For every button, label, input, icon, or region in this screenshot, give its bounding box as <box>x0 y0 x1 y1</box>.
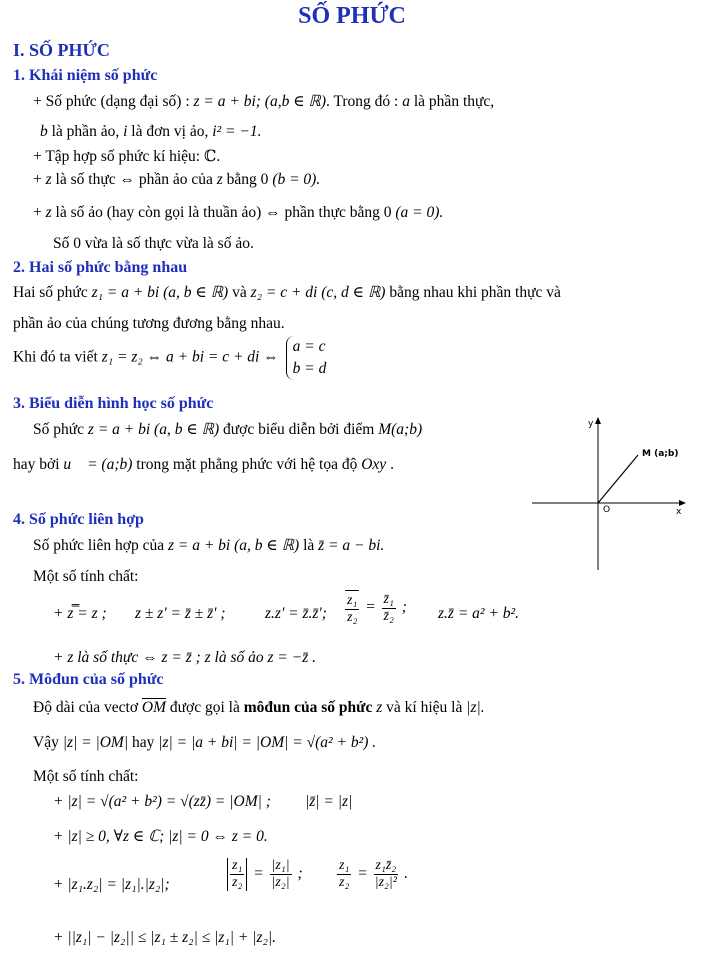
x-axis-arrow <box>679 500 686 506</box>
modulus-line-1: Độ dài của vectơ OM được gọi là môđun của số phức z và kí hiệu là |z|. <box>33 699 485 716</box>
heading-concept: 1. Khái niệm số phức <box>13 67 158 84</box>
modulus-prop-4: + ||z₁| − |z₂|| ≤ |z₁ ± z₂| ≤ |z₁| + |z₂|. <box>53 929 277 946</box>
point-m-label: M (a;b) <box>642 449 679 459</box>
modulus-line-2: Vậy |z| = |OM| hay |z| = |a + bi| = |OM| = √(a² + b²) . <box>33 734 377 751</box>
modulus-prop-3b: $\frac{\text{z₁}}{\text{z₂}}$ = $\frac{\text{|z₁|}}{\text{|z₂|}}$ ; <box>225 858 303 891</box>
concept-line-3: + Tập hợp số phức kí hiệu: ℂ. <box>33 148 221 165</box>
y-label: y <box>588 419 594 429</box>
concept-line-4: + z là số thực ⇔ phần ảo của z bằng 0 (b = 0). <box>33 171 321 188</box>
concept-line-2: b là phần ảo, i là đơn vị ảo, i² = −1. <box>40 123 262 140</box>
concept-line-1: + Số phức (dạng đại số) : z = a + bi; (a,b ∈ ℝ). Trong đó : a là phần thực, <box>33 93 495 110</box>
coordinate-plane-figure <box>530 415 690 575</box>
section-heading-1: I. SỐ PHỨC <box>13 40 110 60</box>
origin-label: O <box>603 505 611 515</box>
modulus-prop-3c: $\frac{\text{z₁}}{\text{z₂}}$ = $\frac{\text{z₁z̄₂}}{\text{|z₂|²}}$ . <box>339 858 408 890</box>
modulus-prop-3: + |z₁.z₂| = |z₁|.|z₂|; <box>53 876 170 893</box>
heading-conjugate: 4. Số phức liên hợp <box>13 511 144 528</box>
equal-line-2: phần ảo của chúng tương đương bằng nhau. <box>13 315 285 332</box>
modulus-line-3: Một số tính chất: <box>33 768 139 785</box>
heading-modulus: 5. Môđun của số phức <box>13 671 164 688</box>
vector-om <box>598 455 638 503</box>
conjugate-line-2: Một số tính chất: <box>33 568 139 585</box>
conjugate-prop-3: z.z' = z̄.z̄'; <box>265 605 327 622</box>
conjugate-prop-1: + z̿ = z ; <box>53 605 107 622</box>
concept-line-5: + z là số ảo (hay còn gọi là thuần ảo) ⇔ phần thực bằng 0 (a = 0). <box>33 204 444 221</box>
geometry-line-1: Số phức z = a + bi (a, b ∈ ℝ) được biểu diễn bởi điểm M(a;b) <box>33 421 423 438</box>
geometry-line-2: hay bởi u⃗ = (a;b) trong mặt phẳng phức với hệ tọa độ Oxy . <box>13 456 394 473</box>
equal-line-3: Khi đó ta viết z₁ = z₂ ⇔ a + bi = c + di ⇔ a = c b = d <box>13 336 326 380</box>
equation-system: a = c b = d <box>286 336 327 380</box>
conjugate-prop-2: z ± z' = z̄ ± z̄' ; <box>135 605 226 622</box>
heading-geometry: 3. Biểu diễn hình học số phức <box>13 395 214 412</box>
x-label: x <box>676 507 682 517</box>
page-title: SỐ PHỨC <box>298 3 406 29</box>
concept-line-6: Số 0 vừa là số thực vừa là số ảo. <box>53 235 254 252</box>
y-axis-arrow <box>595 417 601 424</box>
modulus-prop-2: + |z| ≥ 0, ∀z ∈ ℂ; |z| = 0 ⇔ z = 0. <box>53 828 268 845</box>
modulus-prop-1: + |z| = √(a² + b²) = √(zz̄) = |OM| ; <box>53 793 271 810</box>
conjugate-prop-4: $\frac{\text{z₁}}{\text{z₂}}$ = $\frac{\text{z̄₁}}{\text{z̄₂}}$ ; <box>347 591 407 625</box>
heading-equal: 2. Hai số phức bằng nhau <box>13 259 188 276</box>
conjugate-prop-5: z.z̄ = a² + b². <box>438 605 520 622</box>
modulus-prop-1b: |z̄| = |z| <box>305 793 353 810</box>
conjugate-line-4: + z là số thực ⇔ z = z̄ ; z là số ảo z = −z̄ . <box>53 649 317 666</box>
equal-line-1: Hai số phức z₁ = a + bi (a, b ∈ ℝ) và z₂ = c + di (c, d ∈ ℝ) bằng nhau khi phần thực và <box>13 284 561 301</box>
conjugate-line-1: Số phức liên hợp của z = a + bi (a, b ∈ ℝ) là z̄ = a − bi. <box>33 537 385 554</box>
